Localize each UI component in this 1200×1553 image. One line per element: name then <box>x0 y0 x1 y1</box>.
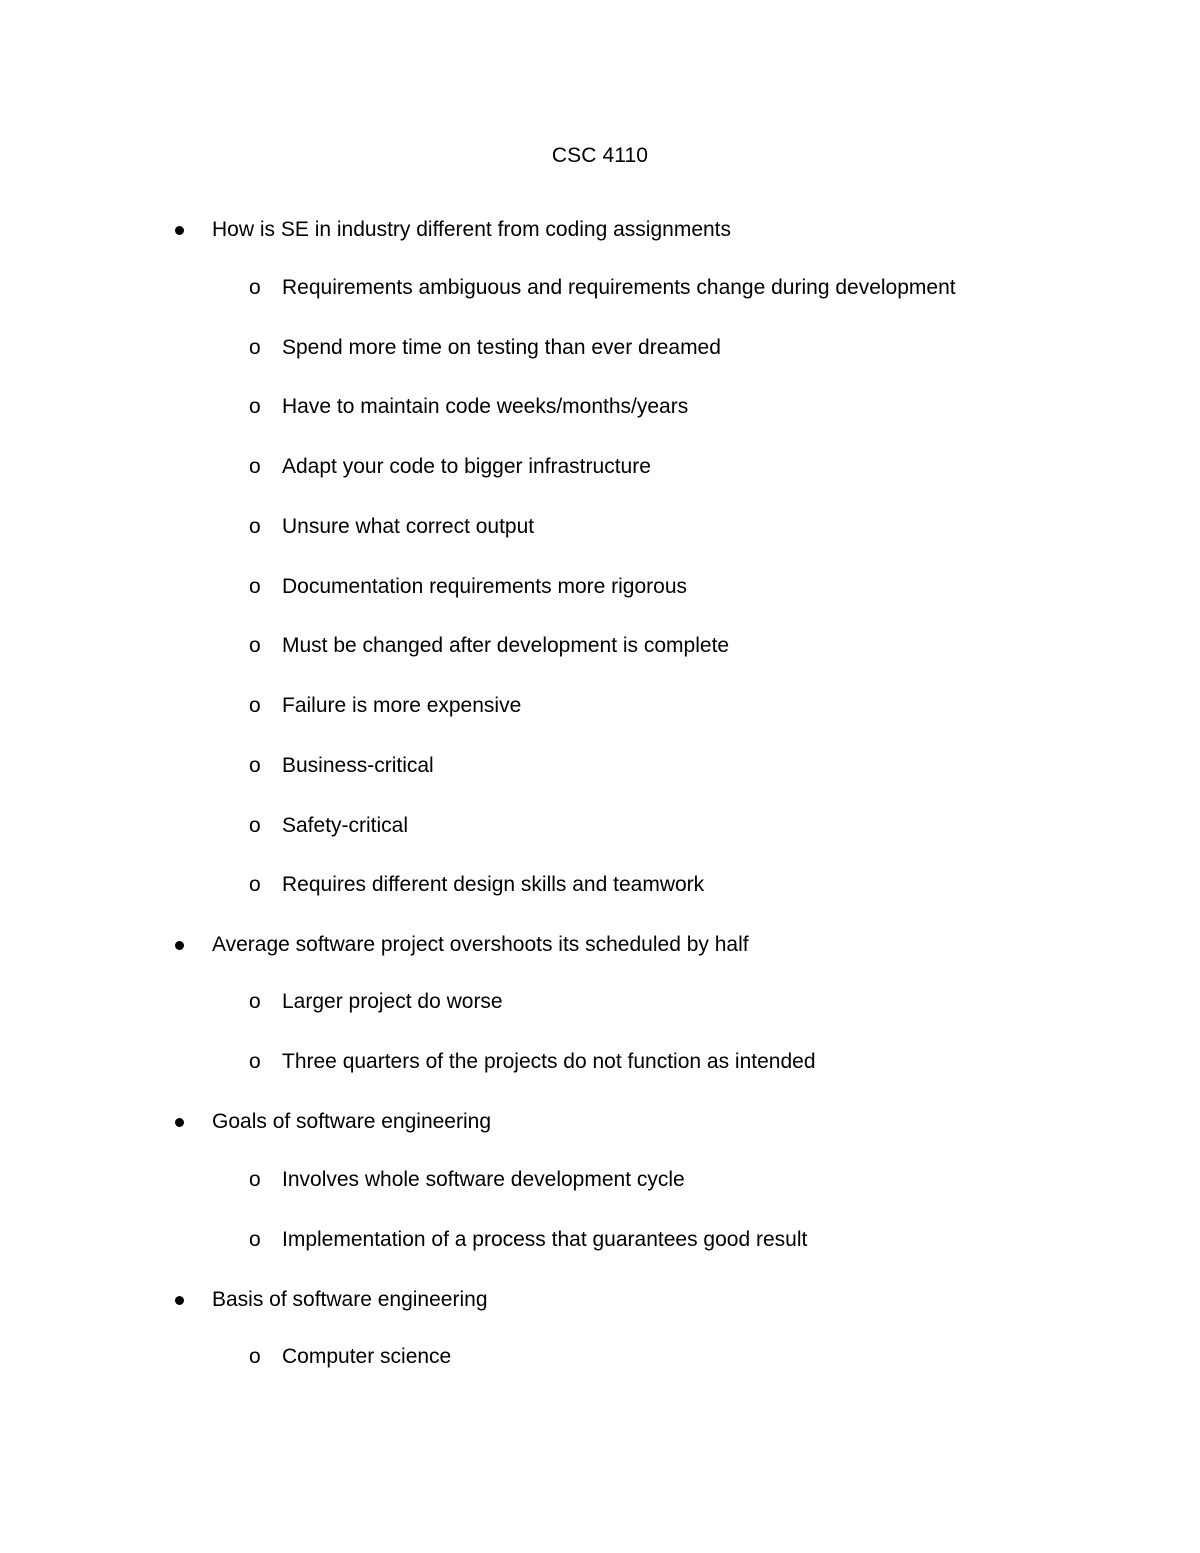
sub-bullet-text: Computer science <box>282 1345 452 1368</box>
bullet-text: Goals of software engineering <box>212 1110 491 1133</box>
sub-bullet-text: Three quarters of the projects do not function as intended <box>282 1050 816 1073</box>
circle-bullet-icon: o <box>249 1168 261 1191</box>
circle-bullet-icon: o <box>249 336 261 359</box>
sub-bullet-text: Requires different design skills and teamwork <box>282 873 705 896</box>
sub-bullet-text: Have to maintain code weeks/months/years <box>282 395 689 418</box>
circle-bullet-icon: o <box>249 990 261 1013</box>
sub-bullet-text: Involves whole software development cycle <box>282 1168 685 1191</box>
circle-bullet-icon: o <box>249 276 261 299</box>
bullet-text: Basis of software engineering <box>212 1288 488 1311</box>
sub-bullet-text: Failure is more expensive <box>282 694 522 717</box>
sub-bullet-text: Implementation of a process that guarantees good result <box>282 1228 808 1251</box>
circle-bullet-icon: o <box>249 1050 261 1073</box>
sub-bullet-text: Requirements ambiguous and requirements change during development <box>282 276 956 299</box>
sub-bullet-text: Must be changed after development is complete <box>282 634 730 657</box>
sub-bullet-text: Spend more time on testing than ever dreamed <box>282 336 721 359</box>
sub-bullet-text: Adapt your code to bigger infrastructure <box>282 455 651 478</box>
page-title: CSC 4110 <box>551 144 649 167</box>
circle-bullet-icon: o <box>249 395 261 418</box>
sub-bullet-text: Business-critical <box>282 754 434 777</box>
circle-bullet-icon: o <box>249 1228 261 1251</box>
circle-bullet-icon: o <box>249 575 261 598</box>
sub-bullet-text: Safety-critical <box>282 814 409 837</box>
sub-bullet-text: Unsure what correct output <box>282 515 535 538</box>
bullet-text: Average software project overshoots its scheduled by half <box>212 933 749 956</box>
circle-bullet-icon: o <box>249 814 261 837</box>
circle-bullet-icon: o <box>249 694 261 717</box>
sub-bullet-text: Larger project do worse <box>282 990 503 1013</box>
circle-bullet-icon: o <box>249 754 261 777</box>
circle-bullet-icon: o <box>249 873 261 896</box>
circle-bullet-icon: o <box>249 1345 261 1368</box>
bullet-text: How is SE in industry different from coding assignments <box>212 218 732 241</box>
circle-bullet-icon: o <box>249 455 261 478</box>
circle-bullet-icon: o <box>249 515 261 538</box>
sub-bullet-text: Documentation requirements more rigorous <box>282 575 688 598</box>
circle-bullet-icon: o <box>249 634 261 657</box>
